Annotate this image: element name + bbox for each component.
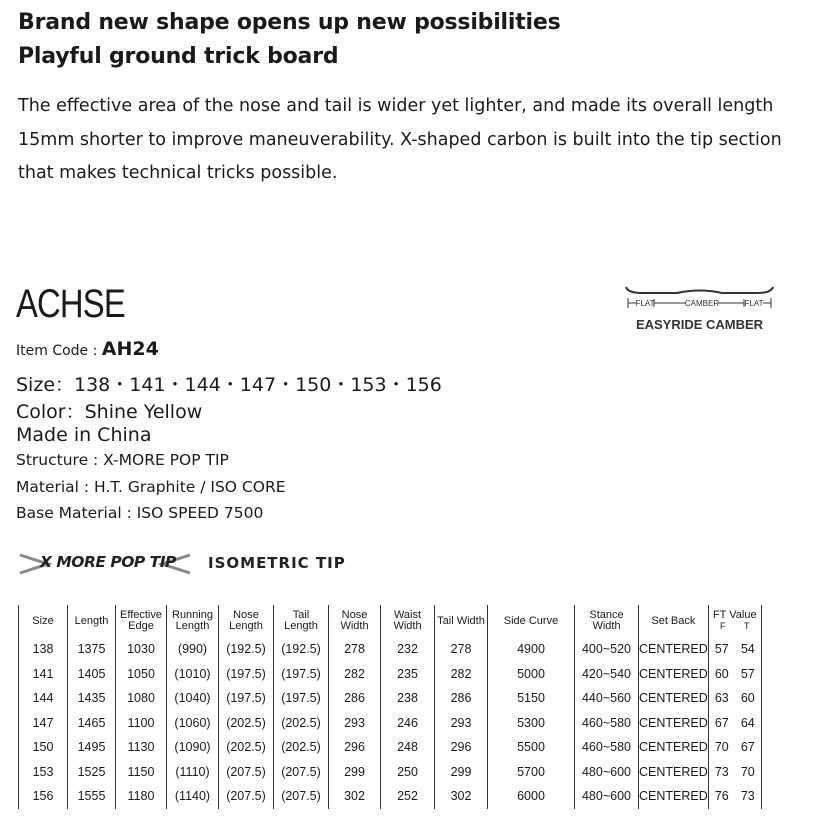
- table-cell: 293: [329, 711, 381, 736]
- table-cell: 141: [19, 662, 68, 687]
- header-nose-length: Nose Length: [219, 605, 274, 637]
- table-cell: CENTERED: [639, 662, 709, 687]
- table-cell: 480~600: [575, 760, 639, 785]
- table-cell: 1525: [68, 760, 116, 785]
- table-cell: (207.5): [274, 784, 329, 809]
- item-code-value: AH24: [101, 338, 159, 360]
- model-name: ACHSE: [16, 282, 125, 326]
- table-cell: (202.5): [274, 735, 329, 760]
- base-material: Base Material : ISO SPEED 7500: [16, 504, 264, 522]
- ft-value-cell: [708, 735, 761, 760]
- table-cell: 282: [329, 662, 381, 687]
- table-cell: (990): [167, 637, 219, 662]
- camber-camber: CAMBER: [684, 299, 720, 308]
- x-more-pop-tip-logo: X MORE POP TIP: [40, 553, 176, 571]
- table-cell: 1180: [116, 784, 167, 809]
- table-cell: 1375: [68, 637, 116, 662]
- table-cell: 460~580: [575, 735, 639, 760]
- ft-value-cell: [708, 711, 761, 736]
- table-row: [19, 760, 762, 785]
- table-cell: 1130: [116, 735, 167, 760]
- ft-f-value: 60: [714, 666, 729, 681]
- ft-t-label: T: [744, 621, 750, 631]
- ft-f-value: 57: [714, 642, 729, 657]
- table-cell: 150: [19, 735, 68, 760]
- ft-t-value: 67: [740, 740, 755, 755]
- ft-f-value: 70: [714, 740, 729, 755]
- table-cell: 5150: [488, 686, 575, 711]
- table-cell: 1080: [116, 686, 167, 711]
- ft-t-value: 60: [740, 691, 755, 706]
- table-row: [19, 686, 762, 711]
- table-cell: 248: [381, 735, 435, 760]
- table-cell: 246: [381, 711, 435, 736]
- header-waist-width: Waist Width: [381, 605, 435, 637]
- table-cell: 6000: [488, 784, 575, 809]
- table-cell: 147: [19, 711, 68, 736]
- table-cell: 5300: [488, 711, 575, 736]
- ft-f-value: 73: [714, 764, 729, 779]
- table-cell: 460~580: [575, 711, 639, 736]
- table-row: [19, 784, 762, 809]
- table-cell: (202.5): [274, 711, 329, 736]
- table-cell: 293: [435, 711, 488, 736]
- item-code-label: Item Code :: [16, 343, 102, 359]
- ft-t-value: 57: [740, 666, 755, 681]
- ft-f-value: 76: [714, 789, 729, 804]
- table-cell: (207.5): [219, 784, 274, 809]
- table-cell: (1090): [167, 735, 219, 760]
- table-cell: 1495: [68, 735, 116, 760]
- table-cell: 400~520: [575, 637, 639, 662]
- header-stance-width: Stance Width: [575, 605, 639, 637]
- headline-line2: Playful ground trick board: [18, 44, 339, 69]
- table-cell: 238: [381, 686, 435, 711]
- table-cell: 278: [435, 637, 488, 662]
- table-cell: (197.5): [274, 686, 329, 711]
- table-row: [19, 735, 762, 760]
- header-length: Length: [68, 605, 116, 637]
- table-cell: 278: [329, 637, 381, 662]
- table-cell: (207.5): [274, 760, 329, 785]
- structure: Structure : X-MORE POP TIP: [16, 451, 229, 469]
- ft-value-cell: [708, 637, 761, 662]
- table-cell: (1110): [167, 760, 219, 785]
- color-line: Color：Shine Yellow: [16, 401, 203, 423]
- table-cell: (192.5): [274, 637, 329, 662]
- table-cell: 286: [435, 686, 488, 711]
- table-cell: 5500: [488, 735, 575, 760]
- camber-profile-icon: [622, 283, 777, 311]
- camber-flat-right: FLAT: [744, 299, 764, 308]
- table-cell: (197.5): [219, 662, 274, 687]
- table-cell: (1060): [167, 711, 219, 736]
- header-tail-width: Tail Width: [435, 605, 488, 637]
- ft-t-value: 54: [740, 642, 755, 657]
- ft-value-cell: [708, 662, 761, 687]
- header-tail-length: Tail Length: [274, 605, 329, 637]
- table-cell: 1150: [116, 760, 167, 785]
- spec-header-row: [19, 605, 762, 637]
- ft-f-label: F: [720, 621, 726, 631]
- table-cell: 153: [19, 760, 68, 785]
- table-cell: (1140): [167, 784, 219, 809]
- table-cell: (202.5): [219, 711, 274, 736]
- made-in: Made in China: [16, 424, 152, 446]
- header-size: Size: [19, 605, 68, 637]
- header-effective-edge: Effective Edge: [116, 605, 167, 637]
- table-cell: (202.5): [219, 735, 274, 760]
- description: The effective area of the nose and tail is wider yet lighter, and made its overall length 15mm shorter to improve maneuverability. X-shaped carbon is built into the tip section that makes technical tricks possible.: [18, 96, 782, 183]
- table-cell: (1010): [167, 662, 219, 687]
- table-cell: 235: [381, 662, 435, 687]
- table-cell: (192.5): [219, 637, 274, 662]
- item-code: [16, 338, 159, 360]
- table-cell: (1040): [167, 686, 219, 711]
- table-cell: 4900: [488, 637, 575, 662]
- ft-f-value: 63: [714, 691, 729, 706]
- header-nose-width: Nose Width: [329, 605, 381, 637]
- ft-f-value: 67: [714, 715, 729, 730]
- table-cell: CENTERED: [639, 711, 709, 736]
- table-cell: 420~540: [575, 662, 639, 687]
- table-cell: 1100: [116, 711, 167, 736]
- table-cell: 156: [19, 784, 68, 809]
- header-side-curve: Side Curve: [488, 605, 575, 637]
- table-cell: 252: [381, 784, 435, 809]
- table-cell: 1465: [68, 711, 116, 736]
- table-cell: 480~600: [575, 784, 639, 809]
- table-cell: CENTERED: [639, 735, 709, 760]
- table-cell: 440~560: [575, 686, 639, 711]
- ft-value-label: FT Value: [712, 609, 757, 621]
- table-cell: 250: [381, 760, 435, 785]
- table-cell: CENTERED: [639, 686, 709, 711]
- table-row: [19, 662, 762, 687]
- ft-t-value: 73: [740, 789, 755, 804]
- ft-value-cell: [708, 686, 761, 711]
- ft-t-value: 70: [740, 764, 755, 779]
- table-cell: (207.5): [219, 760, 274, 785]
- table-cell: CENTERED: [639, 784, 709, 809]
- table-cell: 1555: [68, 784, 116, 809]
- table-cell: 5000: [488, 662, 575, 687]
- table-row: [19, 637, 762, 662]
- table-cell: 138: [19, 637, 68, 662]
- table-row: [19, 711, 762, 736]
- table-cell: 296: [435, 735, 488, 760]
- table-cell: 282: [435, 662, 488, 687]
- table-cell: 232: [381, 637, 435, 662]
- table-cell: 296: [329, 735, 381, 760]
- table-cell: 299: [329, 760, 381, 785]
- table-cell: 302: [329, 784, 381, 809]
- ft-value-cell: [708, 784, 761, 809]
- table-cell: CENTERED: [639, 637, 709, 662]
- camber-diagram: [622, 283, 777, 332]
- table-cell: 299: [435, 760, 488, 785]
- ft-value-cell: [708, 760, 761, 785]
- table-cell: 1030: [116, 637, 167, 662]
- table-cell: CENTERED: [639, 760, 709, 785]
- table-cell: 5700: [488, 760, 575, 785]
- size-line: Size：138・141・144・147・150・153・156: [16, 374, 442, 396]
- table-cell: 1435: [68, 686, 116, 711]
- ft-t-value: 64: [740, 715, 755, 730]
- table-cell: 1405: [68, 662, 116, 687]
- table-cell: 286: [329, 686, 381, 711]
- isometric-tip-logo: ISOMETRIC TIP: [208, 554, 346, 572]
- table-cell: 144: [19, 686, 68, 711]
- table-cell: (197.5): [219, 686, 274, 711]
- material: Material : H.T. Graphite / ISO CORE: [16, 478, 286, 496]
- table-cell: 302: [435, 784, 488, 809]
- header-ft-value: [708, 605, 761, 637]
- header-running-length: Running Length: [167, 605, 219, 637]
- table-cell: (197.5): [274, 662, 329, 687]
- camber-label: EASYRIDE CAMBER: [635, 317, 764, 332]
- spec-table: [18, 605, 762, 809]
- spec-table-body: [19, 637, 762, 809]
- headline-line1: Brand new shape opens up new possibilities: [18, 10, 561, 35]
- camber-flat-left: FLAT: [635, 299, 655, 308]
- table-cell: 1050: [116, 662, 167, 687]
- header-set-back: Set Back: [639, 605, 709, 637]
